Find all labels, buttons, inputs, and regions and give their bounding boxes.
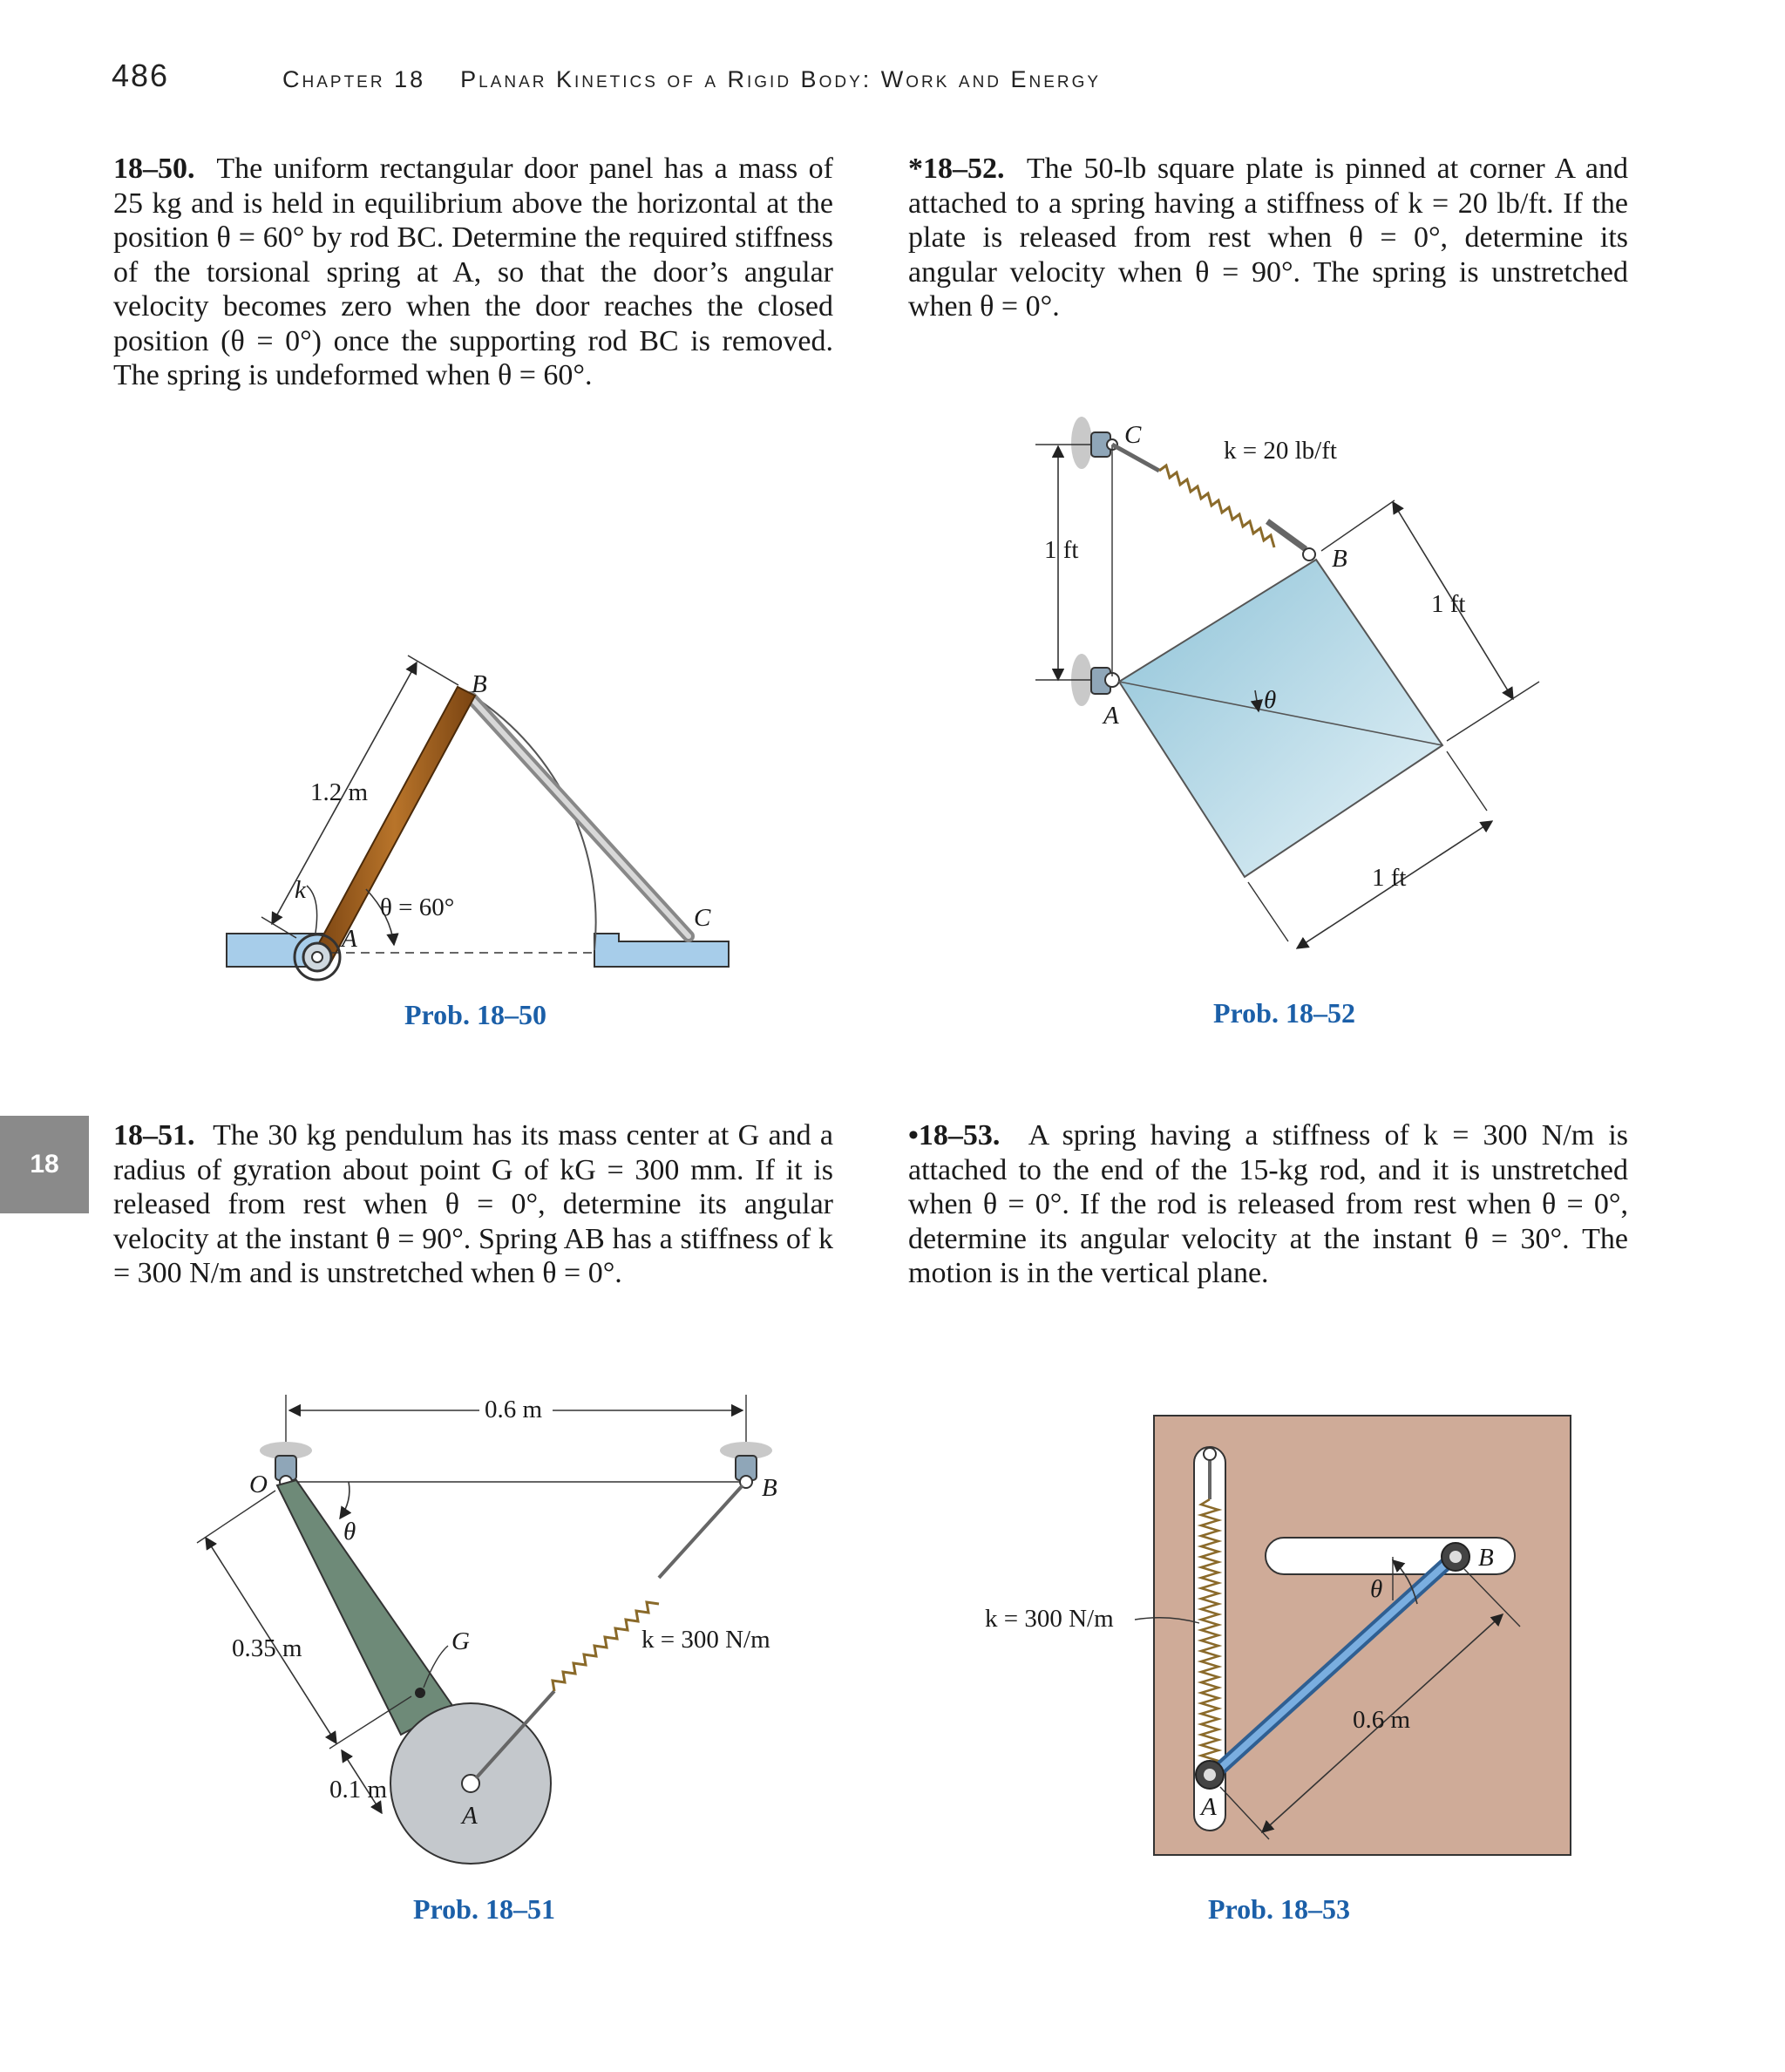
chapter-side-tab: 18 (0, 1116, 89, 1213)
problem-number: 18–50. (113, 153, 195, 185)
label-angle: θ = 60° (380, 893, 455, 921)
text-line: k = 300 N/m and is unstretched when θ = 0°. (113, 1222, 833, 1289)
roller-b-center (1449, 1551, 1462, 1563)
label-side-2: 1 ft (1372, 864, 1407, 892)
text-line: 25 kg and is held in equilibrium above the horizontal at the (113, 187, 833, 220)
label-b: B (1332, 545, 1347, 573)
text-line: closed position (θ = 0°) once the supporting rod BC is (113, 290, 834, 357)
theta-arrow (340, 1482, 350, 1518)
roller-a-center (1204, 1769, 1216, 1781)
text-line: determine its angular velocity at the instant θ = 30°. The (908, 1222, 1628, 1255)
label-k: k (295, 876, 306, 904)
pendulum-arm (277, 1480, 453, 1735)
label-a: A (1201, 1793, 1217, 1821)
label-side-1: 1 ft (1431, 590, 1466, 618)
label-spring: k = 300 N/m (641, 1626, 770, 1654)
label-c: C (694, 904, 711, 932)
label-b: B (762, 1474, 777, 1502)
label-g: G (451, 1627, 470, 1655)
text-line: The uniform rectangular door panel has a mass of (216, 153, 834, 185)
label-spring: k = 20 lb/ft (1224, 437, 1337, 465)
text-line: attached to the end of the 15-kg rod, and it is unstretched (908, 1153, 1628, 1186)
spring-anchor (1204, 1448, 1216, 1460)
chapter-title: Planar Kinetics of a Rigid Body: Work and Energy (460, 66, 1102, 92)
text-line: The 30 kg pendulum has its mass center at G and a (213, 1119, 834, 1151)
figure-18-51 (197, 1395, 777, 1864)
text-line: attached to a spring having a stiffness of k = 20 lb/ft. If the (908, 187, 1628, 220)
spring-end (659, 1485, 743, 1578)
label-arm-length: 0.35 m (232, 1634, 302, 1662)
problem-number: 18–51. (113, 1119, 195, 1151)
extension-line (1447, 682, 1539, 741)
text-line: The 50-lb square plate is pinned at corner A and (1026, 153, 1628, 185)
text-line: released from rest when θ = 0°, determine its angular (113, 1188, 833, 1220)
text-line: angular velocity when θ = 90°. The spring is unstretched (908, 255, 1628, 289)
label-theta: θ (1264, 686, 1277, 714)
extension-line (1447, 751, 1487, 811)
caption-prob-18-52: Prob. 18–52 (1213, 997, 1355, 1029)
text-line: removed. The spring is undeformed when θ = 60°. (113, 324, 833, 391)
extension-line (408, 656, 458, 685)
problem-number: *18–52. (908, 153, 1005, 185)
text-line: motion is in the vertical plane. (908, 1257, 1269, 1289)
spring-k (1159, 465, 1274, 547)
page-number: 486 (112, 58, 170, 93)
label-spring: k = 300 N/m (985, 1605, 1114, 1633)
text-line: when θ = 0°. (908, 290, 1060, 323)
label-o: O (249, 1471, 268, 1498)
chapter-label: Chapter 18 (282, 66, 426, 92)
label-a: A (342, 925, 357, 953)
text-line: radius of gyration about point G of kG = 300 mm. If it is (113, 1153, 833, 1186)
label-a: A (1103, 702, 1119, 730)
extension-line (197, 1491, 275, 1543)
caption-prob-18-53: Prob. 18–53 (1208, 1893, 1350, 1925)
label-c: C (1124, 421, 1142, 449)
text-line: when θ = 0°. If the rod is released from rest when θ = 0°, (908, 1188, 1628, 1220)
text-line: angular velocity becomes zero when the door reaches the (113, 255, 833, 323)
label-height: 1 ft (1044, 536, 1079, 564)
label-length: 1.2 m (310, 778, 369, 806)
text-line: A spring having a stiffness of k = 300 N/m is (1028, 1119, 1628, 1151)
problem-number: •18–53. (908, 1119, 1001, 1151)
rod-bc-highlight (471, 697, 689, 936)
label-theta: θ (343, 1518, 356, 1546)
text-line: velocity at the instant θ = 90°. Spring AB has a stiffness of (113, 1222, 811, 1255)
k-pointer (307, 886, 317, 933)
text-line: position θ = 60° by rod BC. Determine the required (113, 221, 728, 254)
text-line: stiffness of the torsional spring at A, so that the door’s (113, 221, 833, 289)
extension-line (1248, 882, 1288, 941)
text-line: plate is released from rest when θ = 0°, determine its (908, 221, 1628, 254)
label-radius: 0.1 m (329, 1776, 388, 1804)
wall-c (1071, 417, 1092, 469)
floor-right (594, 934, 729, 967)
figure-18-53 (985, 1416, 1571, 1855)
label-theta: θ (1370, 1575, 1383, 1603)
figure-18-50 (227, 656, 729, 980)
pin-b (1303, 548, 1315, 560)
extension-line (1321, 500, 1395, 551)
square-plate (1119, 560, 1442, 877)
figure-18-52 (1035, 417, 1539, 948)
label-a: A (462, 1802, 478, 1830)
mass-center-g (415, 1688, 425, 1698)
label-rod-length: 0.6 m (1353, 1706, 1411, 1734)
pin-a-center (312, 952, 322, 962)
label-span: 0.6 m (485, 1396, 543, 1423)
caption-prob-18-50: Prob. 18–50 (404, 999, 546, 1030)
label-b: B (472, 670, 487, 698)
caption-prob-18-51: Prob. 18–51 (413, 1893, 555, 1925)
label-b: B (1478, 1544, 1494, 1572)
